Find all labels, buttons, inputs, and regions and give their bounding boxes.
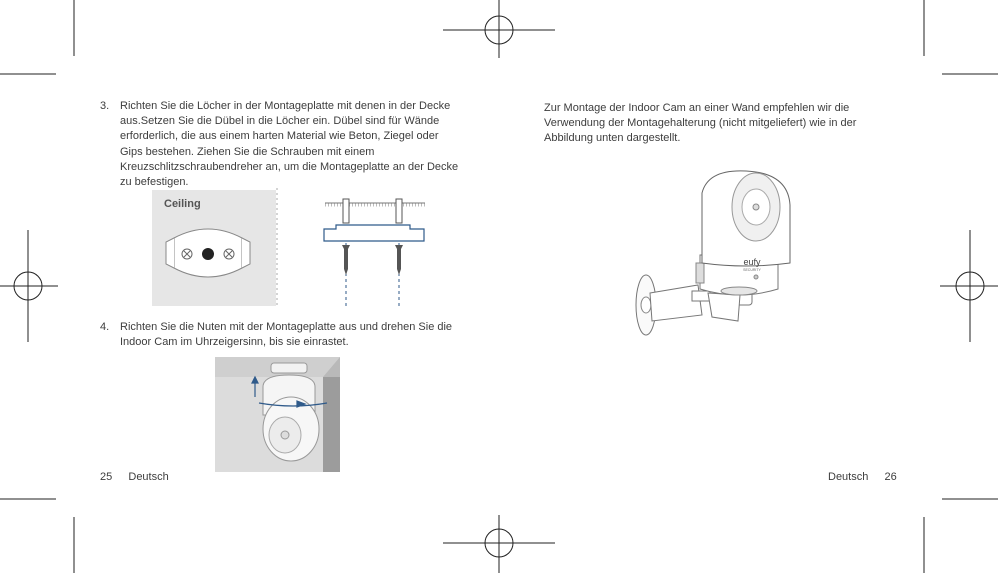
wall-mount-camera-illustration [628,165,798,340]
page-number: 25 [100,471,113,483]
ceiling-plate-illustration [152,190,276,306]
brand-logo: eufy [743,257,761,267]
step-4 [100,320,462,350]
wall-mount-intro: Zur Montage der Indoor Cam an einer Wand empfehlen wir die Verwendung der Montagehalterung (nicht mitgeliefert) wie in der Abbildung unten dargestellt. [544,102,857,145]
ceiling-label: Ceiling [164,198,201,210]
footer-left [100,471,169,483]
arrow-up-icon [252,377,258,397]
footer-language: Deutsch [128,471,169,483]
step-text: Richten Sie die Nuten mit der Montageplatte aus und drehen Sie die Indoor Cam im Uhrzeigersinn, bis sie einrastet. [120,321,453,349]
page-number: 26 [884,471,897,483]
screw-mounting-illustration [320,195,430,310]
step-number: 4. [100,321,110,333]
divider-dashed [276,188,278,308]
step-3 [100,99,462,190]
brand-sub: SECURITY [743,268,761,272]
footer-right [828,471,897,483]
footer-language: Deutsch [828,471,869,483]
step-text: Richten Sie die Löcher in der Montageplatte mit denen in der Decke aus.Setzen Sie die Dübel in die Löcher ein. Dübel sind für Wände erforderlich, die aus einem harten Material wie Beton, Ziegel oder Gips bestehen. Ziehen Sie die Schrauben mit einem Kreuzschlitzschraubendreher an, um die Montageplatte an der Decke zu befestigen. [120,100,459,189]
registration-mark [443,0,555,58]
step-number: 3. [100,100,110,112]
ceiling-camera-illustration [215,357,340,472]
